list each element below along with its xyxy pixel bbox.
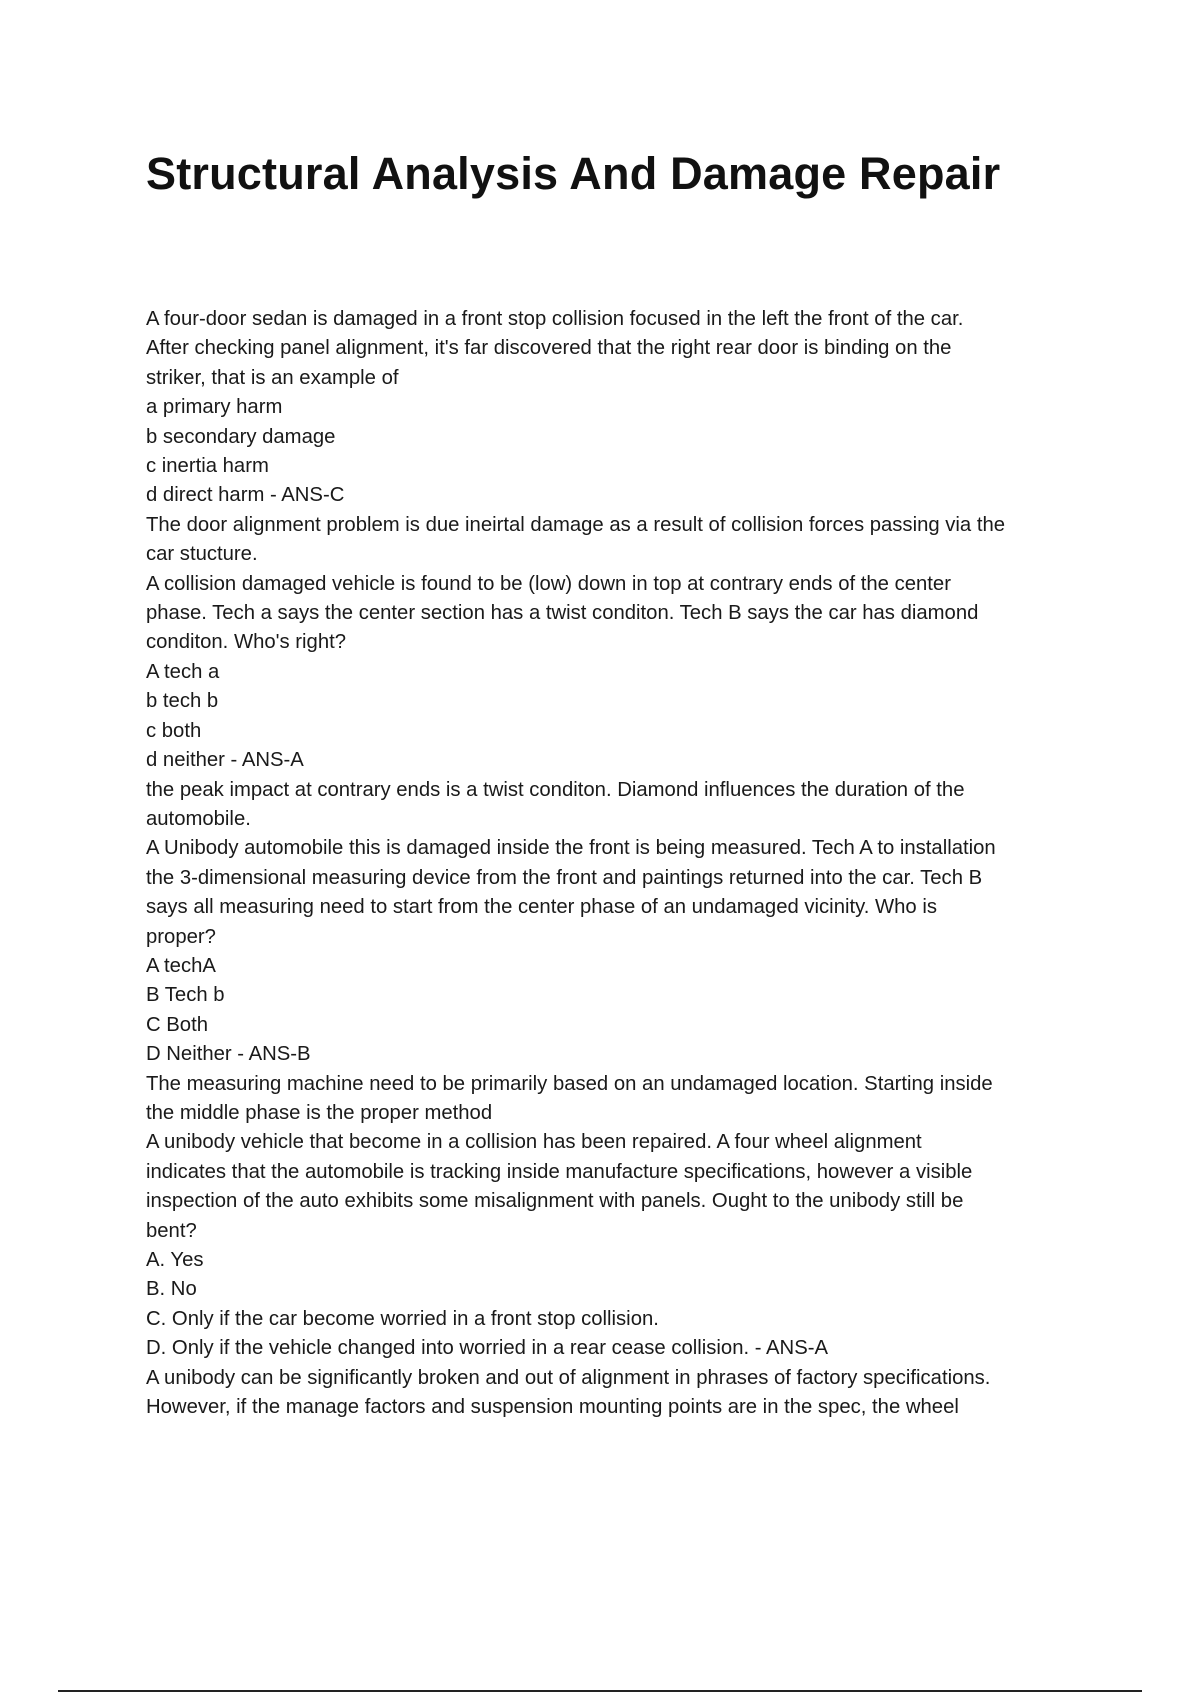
answer-option: B. No — [146, 1278, 197, 1301]
answer-option: b secondary damage — [146, 425, 336, 448]
text-line: A four-door sedan is damaged in a front stop collision focused in the left the front of the car. — [146, 308, 964, 330]
answer-option: C Both — [146, 1013, 209, 1036]
answer-option: b tech b — [146, 690, 219, 713]
text-line: the peak impact at contrary ends is a twist conditon. Diamond influences the duration of the — [146, 778, 965, 801]
footer-divider — [58, 1690, 1142, 1692]
answer-option: a primary harm — [146, 396, 283, 419]
text-line: striker, that is an example of — [146, 366, 399, 389]
answer-option: d direct harm - ANS-C — [146, 484, 345, 507]
answer-option: d neither - ANS-A — [146, 749, 304, 772]
document-body — [146, 305, 1091, 1422]
answer-option: A. Yes — [146, 1249, 204, 1271]
text-line: A unibody can be significantly broken and out of alignment in phrases of factory specifications. — [146, 1366, 991, 1389]
text-line: However, if the manage factors and suspension mounting points are in the spec, the wheel — [146, 1396, 959, 1419]
text-line: The door alignment problem is due ineirtal damage as a result of collision forces passing via the — [146, 513, 1006, 536]
answer-option: c both — [146, 719, 202, 742]
text-line: conditon. Who's right? — [146, 631, 347, 654]
text-line: The measuring machine need to be primarily based on an undamaged location. Starting inside — [146, 1072, 993, 1095]
text-line: phase. Tech a says the center section has a twist conditon. Tech B says the car has diamond — [146, 602, 979, 625]
answer-option: D. Only if the vehicle changed into worried in a rear cease collision. - ANS-A — [146, 1337, 828, 1360]
page-title: Structural Analysis And Damage Repair — [146, 148, 1001, 199]
text-line: inspection of the auto exhibits some misalignment with panels. Ought to the unibody still be — [146, 1190, 964, 1213]
text-line: A unibody vehicle that become in a collision has been repaired. A four wheel alignment — [146, 1131, 922, 1154]
text-line: car stucture. — [146, 543, 258, 566]
text-line: bent? — [146, 1219, 197, 1242]
text-line: says all measuring need to start from the center phase of an undamaged vicinity. Who is — [146, 896, 937, 919]
answer-option: A techA — [146, 954, 216, 977]
text-line: A collision damaged vehicle is found to be (low) down in top at contrary ends of the center — [146, 572, 951, 595]
text-line: After checking panel alignment, it's far discovered that the right rear door is binding on the — [146, 337, 952, 360]
answer-option: A tech a — [146, 660, 220, 683]
answer-option: B Tech b — [146, 984, 225, 1007]
text-line: proper? — [146, 925, 216, 948]
text-line: automobile. — [146, 807, 251, 830]
answer-option: C. Only if the car become worried in a front stop collision. — [146, 1307, 659, 1330]
answer-option: c inertia harm — [146, 455, 269, 478]
text-line: indicates that the automobile is tracking inside manufacture specifications, however a visible — [146, 1160, 973, 1183]
text-line: the 3-dimensional measuring device from the front and paintings returned into the car. Tech B — [146, 866, 983, 889]
answer-option: D Neither - ANS-B — [146, 1043, 311, 1066]
text-line: the middle phase is the proper method — [146, 1101, 493, 1124]
text-line: A Unibody automobile this is damaged inside the front is being measured. Tech A to installation — [146, 837, 996, 860]
